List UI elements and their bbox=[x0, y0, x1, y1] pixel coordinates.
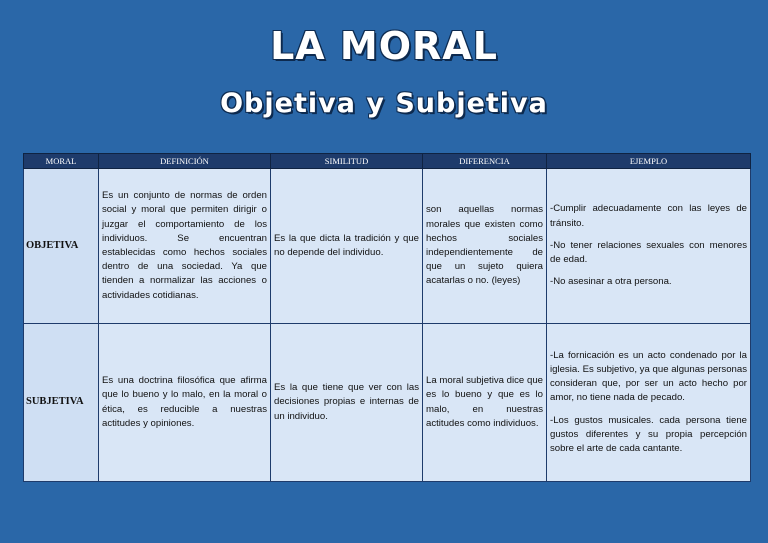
example-item: -No tener relaciones sexuales con menores de edad. bbox=[550, 239, 747, 266]
example-item: -La fornicación es un acto condenado por la iglesia. Es subjetivo, ya que algunas personas consideran que, por ser un acto hecho por amor, no tiene nada de pecado. bbox=[550, 349, 747, 404]
header-moral: MORAL bbox=[24, 154, 99, 169]
table-row bbox=[24, 169, 751, 324]
example-item: -Cumplir adecuadamente con las leyes de tránsito. bbox=[550, 203, 747, 229]
moral-table bbox=[23, 153, 751, 482]
header-ejemplo: EJEMPLO bbox=[547, 154, 751, 169]
cell-ejemplo bbox=[547, 324, 751, 482]
header-definicion: DEFINICIÓN bbox=[99, 154, 271, 169]
cell-similitud: Es la que dicta la tradición y que no depende del individuo. bbox=[271, 169, 423, 324]
page-subtitle: Objetiva y Subjetiva bbox=[220, 88, 548, 119]
header-similitud: SIMILITUD bbox=[271, 154, 423, 169]
cell-similitud: Es la que tiene que ver con las decisiones propias e internas de un individuo. bbox=[271, 324, 423, 482]
cell-definicion: Es un conjunto de normas de orden social y moral que permiten dirigir o juzgar el comportamiento de los individuos. Se encuentran establecidas como hechos sociales dentro de una sociedad. Ya que tienden a normalizar las acciones o actividades cotidianas. bbox=[99, 169, 271, 324]
cell-ejemplo bbox=[547, 169, 751, 324]
cell-diferencia: son aquellas normas morales que existen como hechos sociales independientemente de que un sujeto quiera acatarlas o no. (leyes) bbox=[423, 169, 547, 324]
header-diferencia: DIFERENCIA bbox=[423, 154, 547, 169]
cell-diferencia: La moral subjetiva dice que es lo bueno y que es lo malo, en nuestras actitudes como individuos. bbox=[423, 324, 547, 482]
page-title: LA MORAL bbox=[270, 24, 498, 68]
table-header-row bbox=[24, 154, 751, 169]
example-item: -Los gustos musicales. cada persona tiene gustos diferentes y su propia percepción sobre el arte de cada cantante. bbox=[550, 414, 747, 454]
row-label-subjetiva: SUBJETIVA bbox=[24, 324, 99, 482]
example-item: -No asesinar a otra persona. bbox=[550, 276, 672, 288]
cell-definicion: Es una doctrina filosófica que afirma que lo bueno y lo malo, en la moral o ética, es reducible a nuestras actitudes y opiniones. bbox=[99, 324, 271, 482]
table-row bbox=[24, 324, 751, 482]
row-label-objetiva: OBJETIVA bbox=[24, 169, 99, 324]
